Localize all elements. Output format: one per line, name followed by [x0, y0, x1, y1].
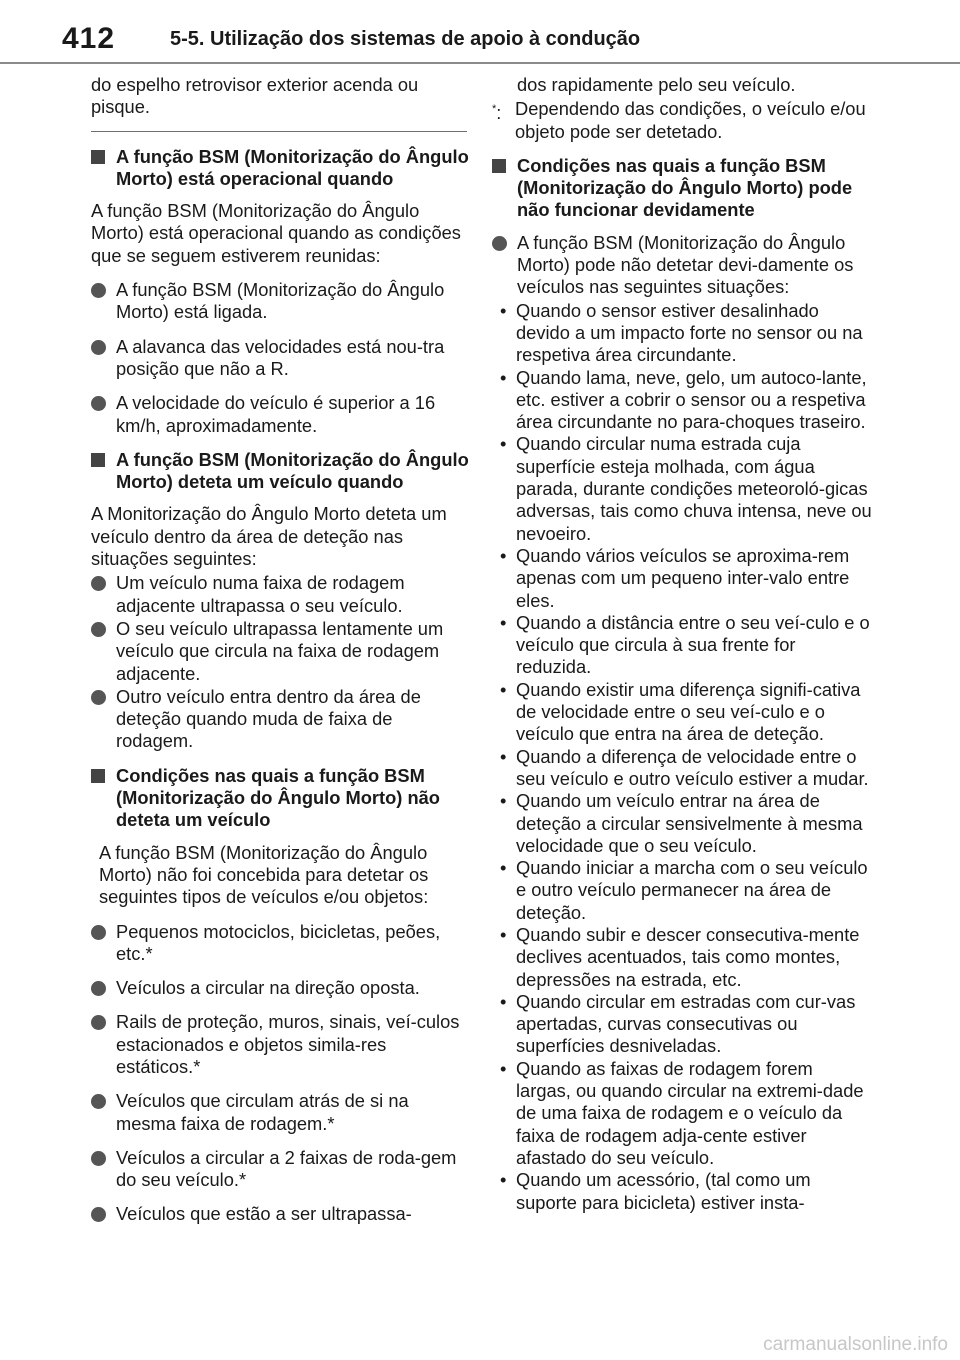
circle-bullet-icon	[91, 576, 106, 591]
sub-list-item: • Quando o sensor estiver desalinhado devido a um impacto forte no sensor ou na respetiva área circundante.	[500, 299, 863, 366]
heading-text: A função BSM (Monitorização do Ângulo Morto) deteta um veículo quando	[116, 448, 469, 493]
circle-bullet-icon	[91, 690, 106, 705]
footnote	[492, 98, 872, 143]
page-number: 412	[62, 22, 116, 55]
heading-text: Condições nas quais a função BSM (Monitorização do Ângulo Morto) não deteta um veículo	[116, 764, 440, 831]
circle-bullet-icon	[91, 340, 106, 355]
sub-list-item: • Quando a distância entre o seu veí-culo e o veículo que circula à sua frente for reduzida.	[500, 611, 870, 678]
section-title: 5-5. Utilização dos sistemas de apoio à condução	[170, 28, 641, 50]
circle-bullet-icon	[91, 622, 106, 637]
list-item: Um veículo numa faixa de rodagem adjacente ultrapassa o seu veículo.	[91, 572, 469, 617]
list-item: A velocidade do veículo é superior a 16 km/h, aproximadamente.	[91, 392, 469, 437]
list-item: O seu veículo ultrapassa lentamente um veículo que circula na faixa de rodagem adjacente.	[91, 618, 469, 685]
circle-bullet-icon	[492, 236, 507, 251]
sub-list-item: • Quando iniciar a marcha com o seu veículo e outro veículo permanecer na área de deteção.	[500, 857, 868, 923]
circle-bullet-icon	[91, 1207, 106, 1222]
sub-list-item: • Quando circular numa estrada cuja superfície esteja molhada, com água parada, durante condições meteoroló-gicas adversas, tais como chuva intensa, neve ou nevoeiro.	[500, 433, 872, 544]
circle-bullet-icon	[91, 396, 106, 411]
circle-bullet-icon	[91, 925, 106, 940]
watermark: carmanualsonline.info	[763, 1334, 948, 1355]
list-item: Outro veículo entra dentro da área de deteção quando muda de faixa de rodagem.	[91, 686, 469, 753]
paragraph-not-detect: A função BSM (Monitorização do Ângulo Morto) não foi concebida para detetar os seguintes tipos de veículos e/ou objetos:	[99, 841, 429, 908]
footnote-marker: *:	[492, 102, 502, 124]
list-item: Rails de proteção, muros, sinais, veí-culos estacionados e objetos simila-res estáticos.*	[91, 1011, 469, 1078]
sub-list-item: • Quando subir e descer consecutiva-mente declives acentuados, tais como montes, depressões na estrada, etc.	[500, 923, 860, 990]
paragraph-operational: A função BSM (Monitorização do Ângulo Morto) está operacional quando as condições que se seguem estiverem reunidas:	[91, 200, 461, 266]
list-item: Veículos a circular na direção oposta.	[91, 977, 469, 999]
header-divider	[0, 62, 960, 64]
list-item: Veículos que estão a ser ultrapassa-	[91, 1203, 469, 1225]
continued-text: dos rapidamente pelo seu veículo.	[517, 74, 796, 95]
left-column	[91, 74, 469, 1238]
footnote-text: Dependendo das condições, o veículo e/ou objeto pode ser detetado.	[515, 98, 866, 142]
circle-bullet-icon	[91, 1094, 106, 1109]
intro-paragraph: do espelho retrovisor exterior acenda ou pisque.	[91, 74, 419, 118]
heading-bsm-malfunction	[492, 155, 872, 222]
square-bullet-icon	[91, 150, 105, 164]
circle-bullet-icon	[91, 283, 106, 298]
circle-bullet-icon	[91, 981, 106, 996]
heading-text: Condições nas quais a função BSM (Monitorização do Ângulo Morto) pode não funcionar devidamente	[517, 154, 853, 221]
circle-bullet-icon	[91, 1015, 106, 1030]
list-item: A alavanca das velocidades está nou-tra posição que não a R.	[91, 336, 469, 381]
right-column	[492, 74, 872, 1214]
list-item: Pequenos motociclos, bicicletas, peões, etc.*	[91, 921, 469, 966]
list-item: A função BSM (Monitorização do Ângulo Morto) pode não detetar devi-damente os veículos nas seguintes situações:	[492, 232, 872, 299]
sub-list-item: • Quando a diferença de velocidade entre o seu veículo e outro veículo estiver a mudar.	[500, 745, 869, 789]
square-bullet-icon	[492, 159, 506, 173]
square-bullet-icon	[91, 769, 105, 783]
list-item: Veículos a circular a 2 faixas de roda-gem do seu veículo.*	[91, 1147, 469, 1192]
heading-bsm-operational	[91, 146, 469, 191]
sub-list-item: • Quando um veículo entrar na área de deteção a circular sensivelmente à mesma velocidade que o seu veículo.	[500, 790, 863, 856]
list-item: Veículos que circulam atrás de si na mesma faixa de rodagem.*	[91, 1090, 469, 1135]
heading-bsm-not-detect	[91, 765, 469, 832]
sub-list-item: • Quando um acessório, (tal como um suporte para bicicleta) estiver insta-	[500, 1169, 811, 1213]
sub-list-item: • Quando vários veículos se aproxima-rem apenas com um pequeno inter-valo entre eles.	[500, 544, 850, 611]
sub-list-item: • Quando lama, neve, gelo, um autoco-lante, etc. estiver a cobrir o sensor ou a respetiva área circundante no para-choques traseiro.	[500, 366, 867, 433]
heading-bsm-detects	[91, 449, 469, 494]
list-item: A função BSM (Monitorização do Ângulo Morto) está ligada.	[91, 279, 469, 324]
page-header	[0, 0, 960, 64]
square-bullet-icon	[91, 453, 105, 467]
heading-text: A função BSM (Monitorização do Ângulo Morto) está operacional quando	[116, 145, 469, 189]
sub-list-item: • Quando circular em estradas com cur-vas apertadas, curvas consecutivas ou superfícies desniveladas.	[500, 990, 856, 1057]
circle-bullet-icon	[91, 1151, 106, 1166]
sub-list-item: • Quando existir uma diferença signifi-cativa de velocidade entre o seu veí-culo e o veículo que entra na área de deteção.	[500, 678, 861, 745]
paragraph-detects: A Monitorização do Ângulo Morto deteta um veículo dentro da área de deteção nas situações seguintes:	[91, 503, 447, 570]
section-divider	[91, 131, 467, 132]
sub-list-item: • Quando as faixas de rodagem forem largas, ou quando circular na extremi-dade de uma faixa de rodagem e o veículo da faixa de rodagem adja-cente estiver afastado do seu veículo.	[500, 1057, 864, 1168]
